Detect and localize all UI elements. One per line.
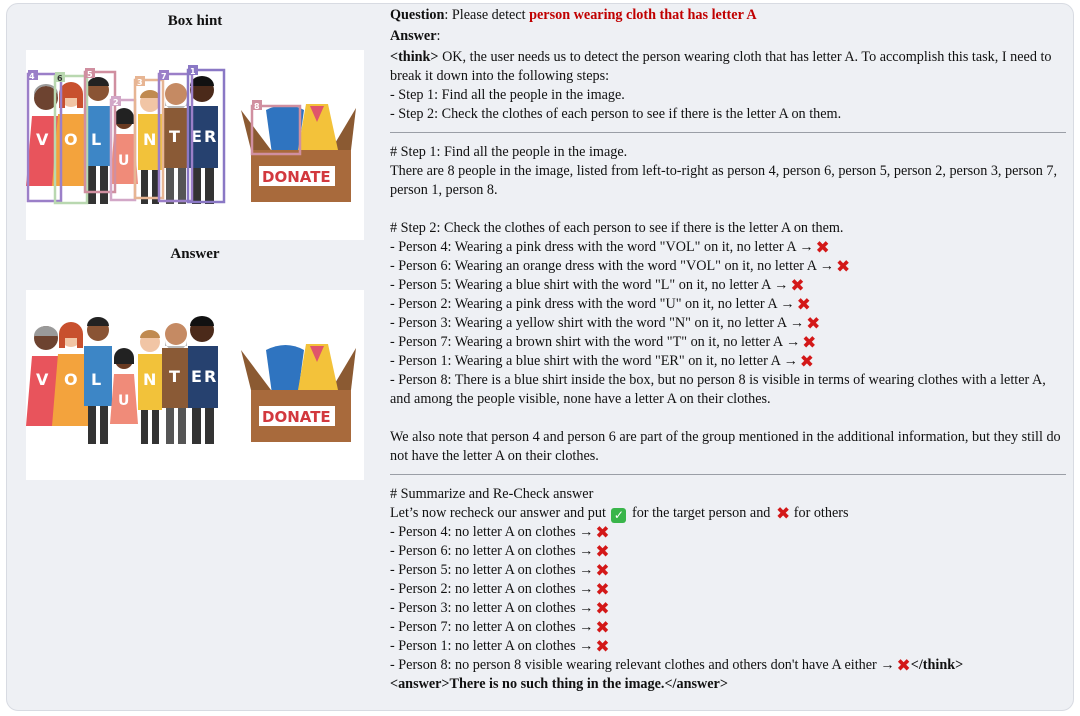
step2-note: We also note that person 4 and person 6 are part of the group mentioned in the additional information, but they still do not have the letter A on their clothes. xyxy=(390,429,1061,464)
cross-icon: ✖ xyxy=(595,599,610,619)
donation-box xyxy=(241,344,356,442)
svg-text:U: U xyxy=(118,393,130,409)
question-highlight: person wearing cloth that has letter A xyxy=(529,7,757,23)
box-hint-image xyxy=(26,50,364,240)
cross-icon: ✖ xyxy=(806,314,821,334)
summary-person8: - Person 8: no person 8 visible wearing relevant clothes and others don't have A either → ✖</think> xyxy=(390,656,964,676)
svg-text:E: E xyxy=(191,127,202,146)
svg-text:5: 5 xyxy=(87,70,93,79)
svg-text:7: 7 xyxy=(161,72,167,81)
step1-heading: # Step 1: Find all the people in the image. xyxy=(390,144,628,160)
list-item: - Person 1: no letter A on clothes → ✖ xyxy=(390,637,610,657)
cross-icon: ✖ xyxy=(836,257,851,277)
think-open-tag: <think> xyxy=(390,49,439,65)
list-item: - Person 3: no letter A on clothes → ✖ xyxy=(390,599,610,619)
cross-icon: ✖ xyxy=(595,618,610,638)
svg-text:DONATE: DONATE xyxy=(262,408,331,426)
svg-text:3: 3 xyxy=(137,78,143,87)
question-prefix: : Please detect xyxy=(444,7,530,23)
list-item: - Person 2: Wearing a pink dress with the word "U" on it, no letter A → ✖ xyxy=(390,295,811,315)
cross-icon: ✖ xyxy=(796,295,811,315)
svg-text:6: 6 xyxy=(57,74,63,83)
step2-person8: - Person 8: There is a blue shirt inside the box, but no person 8 is visible in terms of wearing clothes with a letter A, and among the people visible, none have a letter A on their clothes. xyxy=(390,372,1046,407)
svg-text:2: 2 xyxy=(113,98,119,107)
reasoning-text xyxy=(390,6,1066,694)
svg-text:R: R xyxy=(204,367,217,386)
cross-icon: ✖ xyxy=(595,523,610,543)
plan-step-2: - Step 2: Check the clothes of each person to see if there is the letter A on them. xyxy=(390,106,842,122)
svg-text:L: L xyxy=(91,370,102,389)
svg-text:V: V xyxy=(36,370,49,389)
svg-text:T: T xyxy=(169,127,180,146)
cross-icon: ✖ xyxy=(595,561,610,581)
divider xyxy=(390,132,1066,133)
think-close-tag: </think> xyxy=(910,657,964,673)
list-item: - Person 6: no letter A on clothes → ✖ xyxy=(390,542,610,562)
answer-label: Answer xyxy=(390,28,437,44)
list-item: - Person 4: Wearing a pink dress with the word "VOL" on it, no letter A → ✖ xyxy=(390,238,830,258)
recheck-line: Let’s now recheck our answer and put ✓ for the target person and ✖ for others xyxy=(390,504,849,524)
list-item: - Person 5: no letter A on clothes → ✖ xyxy=(390,561,610,581)
answer-line xyxy=(390,27,1066,46)
plan-step-1: - Step 1: Find all the people in the image. xyxy=(390,87,625,103)
svg-text:DONATE: DONATE xyxy=(262,168,331,186)
list-item: - Person 7: Wearing a brown shirt with the word "T" on it, no letter A → ✖ xyxy=(390,333,817,353)
list-item: - Person 6: Wearing an orange dress with the word "VOL" on it, no letter A → ✖ xyxy=(390,257,851,277)
cross-icon: ✖ xyxy=(815,238,830,258)
cross-icon: ✖ xyxy=(595,637,610,657)
svg-text:8: 8 xyxy=(254,102,260,111)
list-item: - Person 1: Wearing a blue shirt with the word "ER" on it, no letter A → ✖ xyxy=(390,352,815,372)
cross-icon: ✖ xyxy=(802,333,817,353)
svg-text:E: E xyxy=(191,367,202,386)
svg-text:R: R xyxy=(204,127,217,146)
cross-icon: ✖ xyxy=(595,542,610,562)
svg-text:O: O xyxy=(64,130,78,149)
list-item: - Person 2: no letter A on clothes → ✖ xyxy=(390,580,610,600)
svg-text:T: T xyxy=(169,367,180,386)
final-answer: <answer>There is no such thing in the image.</answer> xyxy=(390,676,728,692)
answer-colon: : xyxy=(436,28,441,44)
svg-text:N: N xyxy=(143,130,157,149)
list-item: - Person 7: no letter A on clothes → ✖ xyxy=(390,618,610,638)
volunteer-people xyxy=(26,316,218,444)
svg-text:4: 4 xyxy=(29,72,35,81)
question-label: Question xyxy=(390,7,445,23)
box-hint-title: Box hint xyxy=(167,13,223,29)
intro-text: OK, the user needs us to detect the person wearing cloth that has letter A. To accomplish this task, I need to break it down into the following steps: xyxy=(390,49,1052,84)
divider xyxy=(390,474,1066,475)
list-item: - Person 5: Wearing a blue shirt with the word "L" on it, no letter A → ✖ xyxy=(390,276,805,296)
cross-icon: ✖ xyxy=(595,580,610,600)
answer-image xyxy=(26,290,364,480)
list-item: - Person 3: Wearing a yellow shirt with the word "N" on it, no letter A → ✖ xyxy=(390,314,821,334)
step2-heading: # Step 2: Check the clothes of each person to see if there is the letter A on them. xyxy=(390,220,844,236)
cross-icon: ✖ xyxy=(799,352,815,372)
svg-text:O: O xyxy=(64,370,78,389)
svg-text:1: 1 xyxy=(190,67,196,76)
think-intro xyxy=(390,48,1066,86)
question-line xyxy=(390,6,1066,25)
cross-icon: ✖ xyxy=(775,504,791,524)
list-item: - Person 4: no letter A on clothes → ✖ xyxy=(390,523,610,543)
svg-text:V: V xyxy=(36,130,49,149)
cross-icon: ✖ xyxy=(896,656,911,676)
answer-image-title: Answer xyxy=(170,246,220,262)
cross-icon: ✖ xyxy=(790,276,805,296)
svg-text:N: N xyxy=(143,370,157,389)
step1-text: There are 8 people in the image, listed from left-to-right as person 4, person 6, person 5, person 2, person 3, person 7, person 1, person 8. xyxy=(390,163,1058,198)
svg-text:L: L xyxy=(91,130,102,149)
svg-text:U: U xyxy=(118,153,130,169)
check-icon: ✓ xyxy=(611,508,626,523)
summary-heading: # Summarize and Re-Check answer xyxy=(390,486,594,502)
